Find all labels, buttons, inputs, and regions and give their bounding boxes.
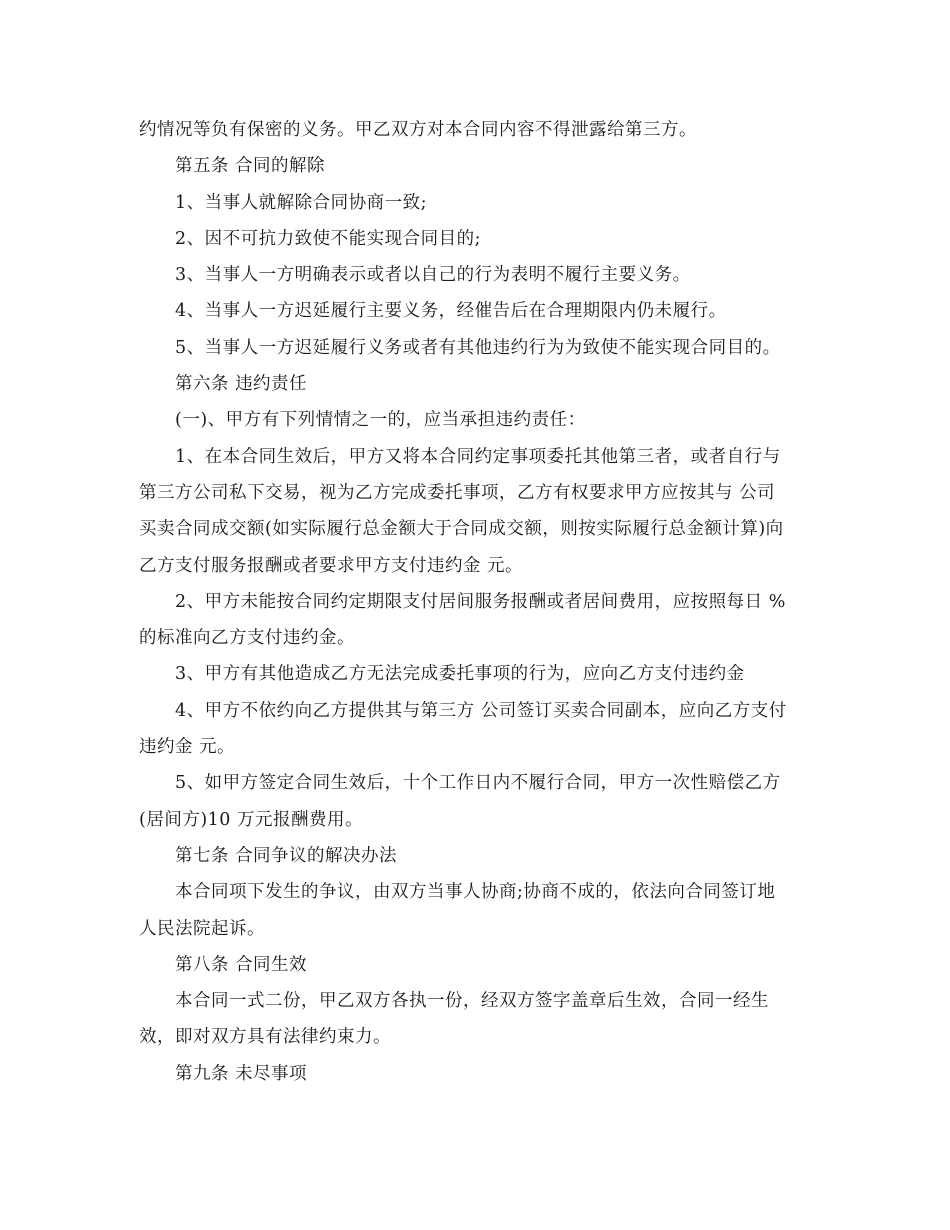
section-heading: 第七条 合同争议的解决办法 — [175, 845, 398, 866]
text-line: 4、当事人一方迟延履行主要义务，经催告后在合理期限内仍未履行。 — [175, 301, 727, 322]
text-line: 5、如甲方签定合同生效后，十个工作日内不履行合同，甲方一次性赔偿乙方 — [175, 773, 781, 794]
section-heading: 第五条 合同的解除 — [175, 156, 326, 177]
text-line: 2、甲方未能按合同约定期限支付居间服务报酬或者居间费用，应按照每日 % — [175, 591, 786, 612]
text-line: 3、甲方有其他造成乙方无法完成委托事项的行为，应向乙方支付违约金 — [175, 664, 745, 685]
text-line: 1、当事人就解除合同协商一致; — [175, 192, 428, 213]
document-body — [139, 112, 819, 1092]
section-heading: 第八条 合同生效 — [175, 954, 308, 975]
text-line: 1、在本合同生效后，甲方又将本合同约定事项委托其他第三者，或者自行与 — [175, 446, 781, 467]
section-heading: 第六条 违约责任 — [175, 374, 308, 395]
text-line: 乙方支付服务报酬或者要求甲方支付违约金 元。 — [139, 555, 524, 576]
text-line: 违约金 元。 — [139, 737, 236, 758]
text-line: 约情况等负有保密的义务。甲乙双方对本合同内容不得泄露给第三方。 — [139, 120, 697, 140]
text-line: (居间方)10 万元报酬费用。 — [139, 809, 363, 830]
text-line: 4、甲方不依约向乙方提供其与第三方 公司签订买卖合同副本，应向乙方支付 — [175, 700, 787, 721]
text-line: 效，即对双方具有法律约束力。 — [139, 1027, 391, 1048]
text-line: 人民法院起诉。 — [139, 918, 265, 939]
text-line: 第三方公司私下交易，视为乙方完成委托事项，乙方有权要求甲方应按其与 公司 — [139, 482, 776, 503]
text-line: 买卖合同成交额(如实际履行总金额大于合同成交额，则按实际履行总金额计算)向 — [139, 519, 784, 540]
text-line: 的标准向乙方支付违约金。 — [139, 628, 355, 649]
text-line: 2、因不可抗力致使不能实现合同目的; — [175, 228, 482, 249]
text-line: 本合同一式二份，甲乙双方各执一份，经双方签字盖章后生效，合同一经生 — [175, 991, 769, 1012]
section-heading: 第九条 未尽事项 — [175, 1063, 308, 1084]
text-line: 5、当事人一方迟延履行义务或者有其他违约行为为致使不能实现合同目的。 — [175, 337, 781, 358]
text-line: (一)、甲方有下列情情之一的，应当承担违约责任： — [175, 410, 586, 431]
text-line: 本合同项下发生的争议，由双方当事人协商;协商不成的，依法向合同签订地 — [175, 882, 776, 903]
text-line: 3、当事人一方明确表示或者以自己的行为表明不履行主要义务。 — [175, 265, 691, 286]
